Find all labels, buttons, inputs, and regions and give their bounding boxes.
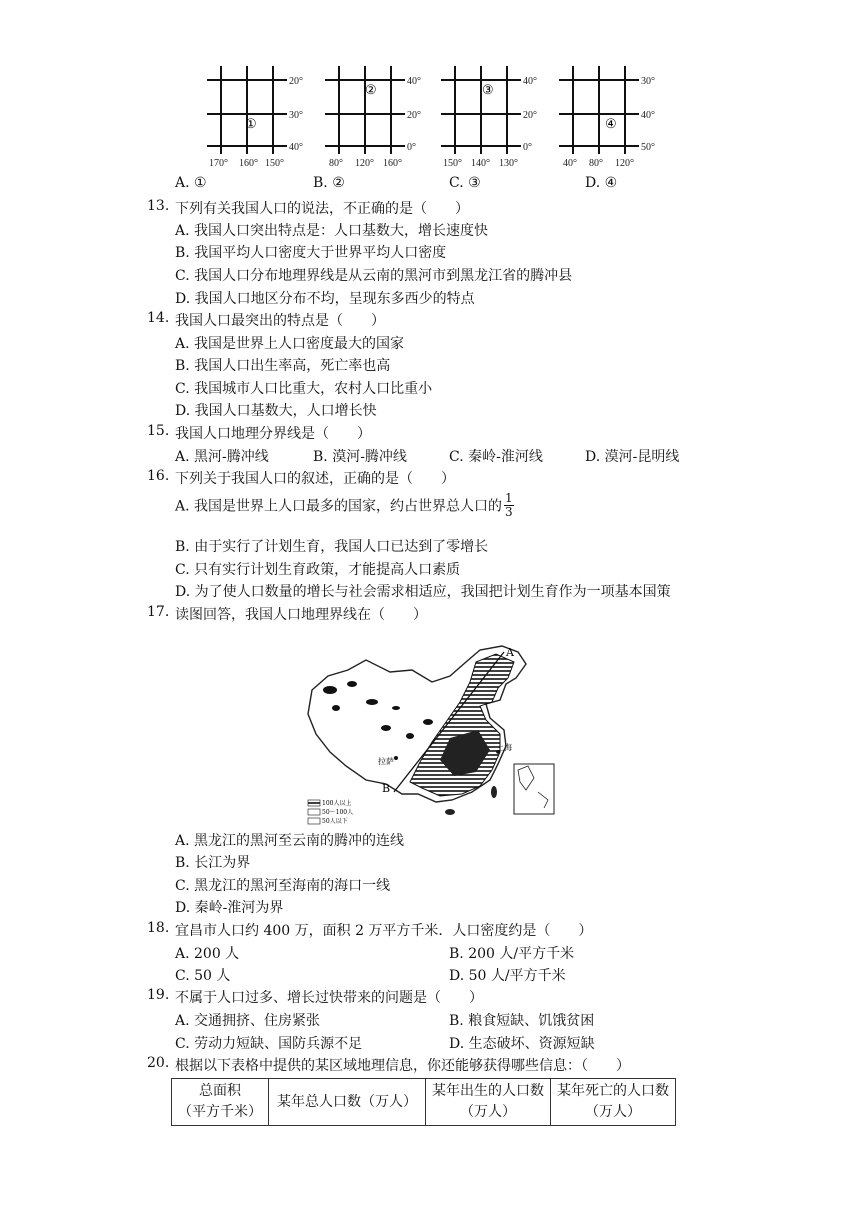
map-image — [300, 642, 560, 832]
option-c[interactable]: C. 我国人口分布地理界线是从云南的黑河市到黑龙江省的腾冲县 — [175, 268, 573, 284]
option-d[interactable]: D. 漠河-昆明线 — [585, 449, 680, 465]
option-b[interactable]: B. 长江为界 — [175, 855, 251, 871]
option-a[interactable]: A. 黑河-腾冲线 — [175, 449, 269, 465]
lat-long-grid — [441, 66, 541, 169]
lat-label: 40° — [407, 76, 421, 87]
question-stem: 宜昌市人口约 400 万，面积 2 万平方千米．人口密度约是（ ） — [175, 923, 593, 939]
option-b[interactable]: B. 我国平均人口密度大于世界平均人口密度 — [175, 245, 447, 261]
grid-figure-3 — [441, 66, 541, 169]
question-stem: 不属于人口过多、增长过快带来的问题是（ ） — [175, 990, 483, 1006]
lat-label: 40° — [641, 110, 655, 121]
option-a[interactable]: A. 我国人口突出特点是：人口基数大，增长速度快 — [175, 223, 489, 239]
cell-line: （万人） — [460, 1104, 516, 1120]
lat-long-grid — [325, 66, 425, 169]
lat-label: 30° — [289, 110, 303, 121]
option-d[interactable]: D. ④ — [585, 175, 618, 191]
lon-label: 80° — [329, 158, 343, 169]
lon-label: 160° — [383, 158, 402, 169]
option-a[interactable]: A. 我国是世界上人口密度最大的国家 — [175, 336, 405, 352]
table-header-row — [172, 1079, 676, 1126]
option-a[interactable]: A. ① — [175, 175, 207, 191]
option-d[interactable]: D. 我国人口基数大，人口增长快 — [175, 403, 377, 419]
legend-item: 100人以上 — [322, 800, 352, 807]
option-b[interactable]: B. 粮食短缺、饥饿贫困 — [449, 1013, 595, 1029]
question-number: 16. — [147, 468, 170, 484]
lon-label: 160° — [239, 158, 258, 169]
lat-label: 50° — [641, 142, 655, 153]
question-number: 20. — [147, 1055, 170, 1071]
point-marker: ① — [245, 117, 257, 132]
option-b[interactable]: B. ② — [313, 175, 345, 191]
option-c[interactable]: C. ③ — [449, 175, 481, 191]
lat-label: 30° — [641, 76, 655, 87]
lat-label: 40° — [289, 142, 303, 153]
grid-figure-1 — [207, 66, 307, 169]
cell-line: （平方千米） — [178, 1104, 262, 1120]
question-stem: 根据以下表格中提供的某区域地理信息，你还能够获得哪些信息：（ ） — [175, 1058, 630, 1074]
option-b[interactable]: B. 我国人口出生率高，死亡率也高 — [175, 358, 391, 374]
table-cell — [426, 1079, 551, 1126]
cell-line: 某年总人口数（万人） — [277, 1093, 417, 1110]
lat-label: 20° — [407, 110, 421, 121]
table-cell — [172, 1079, 269, 1126]
lat-label: 20° — [289, 76, 303, 87]
lat-long-grid — [207, 66, 307, 169]
fraction-denominator: 3 — [505, 505, 513, 519]
lat-long-grid — [559, 66, 659, 169]
point-marker: ④ — [605, 117, 617, 132]
option-a[interactable] — [175, 492, 514, 519]
lon-label: 40° — [563, 158, 577, 169]
question-number: 13. — [147, 198, 170, 214]
option-b[interactable]: B. 200 人/平方千米 — [449, 946, 575, 962]
cell-line: 总面积 — [199, 1083, 241, 1099]
lat-label: 0° — [407, 142, 416, 153]
lat-label: 0° — [523, 142, 532, 153]
map-legend — [308, 799, 353, 825]
region-info-table — [171, 1078, 676, 1126]
question-number: 19. — [147, 987, 170, 1003]
map-label-a: A — [506, 646, 514, 659]
fraction — [504, 492, 514, 519]
option-b[interactable]: B. 由于实行了计划生育，我国人口已达到了零增长 — [175, 539, 489, 555]
point-marker: ③ — [482, 83, 494, 98]
option-c[interactable]: C. 我国城市人口比重大，农村人口比重小 — [175, 381, 433, 397]
option-a[interactable]: A. 交通拥挤、住房紧张 — [175, 1013, 321, 1029]
lon-label: 80° — [589, 158, 603, 169]
option-c[interactable]: C. 50 人 — [175, 968, 231, 984]
question-stem: 下列关于我国人口的叙述，正确的是（ ） — [175, 471, 455, 487]
option-a-text: A. 我国是世界上人口最多的国家，约占世界总人口的 — [175, 498, 503, 515]
option-d[interactable]: D. 生态破坏、资源短缺 — [449, 1036, 595, 1052]
grid-figure-2 — [325, 66, 425, 169]
lon-label: 140° — [471, 158, 490, 169]
city-shanghai: 上海 — [496, 743, 512, 752]
option-c[interactable]: C. 黑龙江的黑河至海南的海口一线 — [175, 878, 391, 894]
table-cell — [269, 1079, 426, 1126]
city-lhasa: 拉萨 — [378, 757, 394, 766]
table-cell — [551, 1079, 676, 1126]
question-number: 18. — [147, 920, 170, 936]
lon-label: 130° — [499, 158, 518, 169]
legend-item: 50～100人 — [322, 809, 354, 816]
lon-label: 120° — [355, 158, 374, 169]
question-stem: 我国人口地理分界线是（ ） — [175, 426, 371, 442]
option-a[interactable]: A. 黑龙江的黑河至云南的腾冲的连线 — [175, 833, 405, 849]
question-stem: 下列有关我国人口的说法，不正确的是（ ） — [175, 201, 469, 217]
question-number: 17. — [147, 604, 170, 620]
option-d[interactable]: D. 我国人口地区分布不均，呈现东多西少的特点 — [175, 291, 475, 307]
cell-line: 某年出生的人口数 — [432, 1083, 544, 1099]
question-number: 14. — [147, 310, 170, 326]
lon-label: 120° — [615, 158, 634, 169]
cell-line: （万人） — [585, 1104, 641, 1120]
fraction-numerator: 1 — [505, 491, 513, 505]
question-stem: 读图回答，我国人口地理界线在（ ） — [175, 607, 427, 623]
question-stem: 我国人口最突出的特点是（ ） — [175, 313, 385, 329]
option-c[interactable]: C. 只有实行计划生育政策，才能提高人口素质 — [175, 562, 461, 578]
option-c[interactable]: C. 劳动力短缺、国防兵源不足 — [175, 1036, 363, 1052]
cell-line: 某年死亡的人口数 — [557, 1083, 669, 1099]
option-d[interactable]: D. 为了使人口数量的增长与社会需求相适应，我国把计划生育作为一项基本国策 — [175, 584, 671, 600]
grid-figure-4 — [559, 66, 659, 169]
option-d[interactable]: D. 秦岭-淮河为界 — [175, 900, 284, 916]
option-d[interactable]: D. 50 人/平方千米 — [449, 968, 566, 984]
lat-label: 40° — [523, 76, 537, 87]
lat-label: 20° — [523, 110, 537, 121]
option-b[interactable]: B. 漠河-腾冲线 — [313, 449, 407, 465]
question-number: 15. — [147, 423, 170, 439]
point-marker: ② — [365, 83, 377, 98]
lon-label: 150° — [265, 158, 284, 169]
legend-item: 50人以下 — [322, 818, 348, 825]
option-c[interactable]: C. 秦岭-淮河线 — [449, 449, 543, 465]
map-label-b: B — [382, 782, 391, 795]
lon-label: 170° — [209, 158, 228, 169]
china-population-map — [300, 642, 560, 832]
option-a[interactable]: A. 200 人 — [175, 946, 240, 962]
lon-label: 150° — [443, 158, 462, 169]
